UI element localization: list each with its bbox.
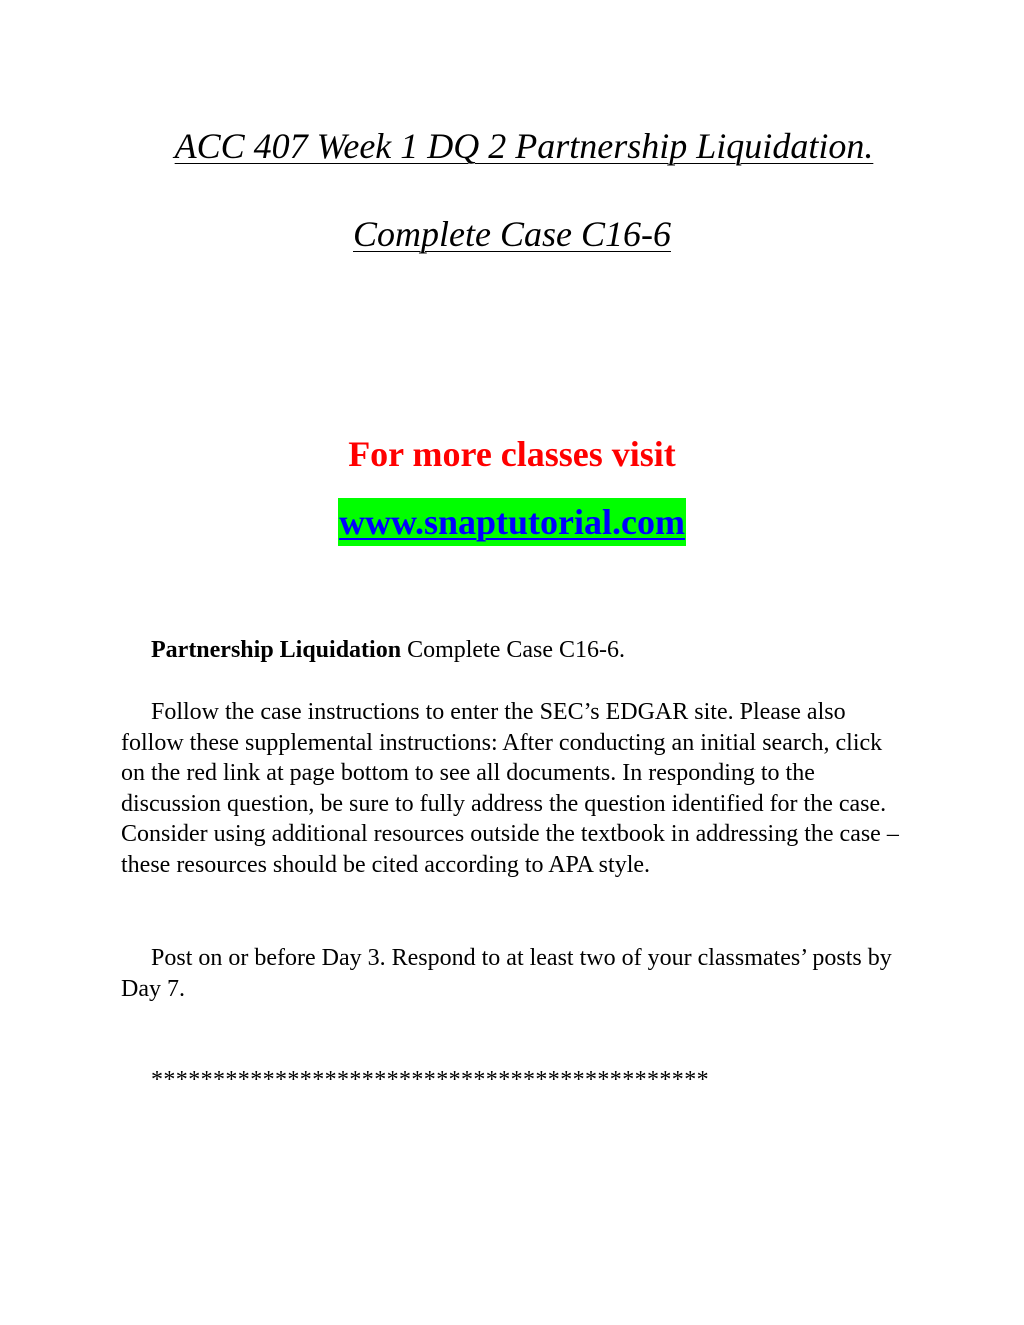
paragraph-posting: Post on or before Day 3. Respond to at least two of your classmates’ posts by Day 7. xyxy=(121,945,892,1002)
document-subtitle: Complete Case C16-6 xyxy=(353,214,671,254)
paragraph-intro xyxy=(121,635,911,666)
paragraph-intro-text: Complete Case C16-6. xyxy=(401,637,626,663)
promo-text: For more classes visit xyxy=(348,434,676,474)
document-title: ACC 407 Week 1 DQ 2 Partnership Liquidation. xyxy=(174,126,874,166)
asterisk-separator: ********************************************* xyxy=(151,1067,709,1093)
paragraph-instructions: Follow the case instructions to enter the SEC’s EDGAR site. Please also follow these supplemental instructions: After conducting an initial search, click on the red link at page bottom to see all documents. In responding to the discussion question, be sure to fully address the question identified for the case. Consider using additional resources outside the textbook in addressing the case – these resources should be cited according to APA style. xyxy=(121,699,899,878)
promo-link[interactable]: www.snaptutorial.com xyxy=(338,498,686,546)
promo-link-row xyxy=(0,498,1024,546)
paragraph-intro-lead: Partnership Liquidation xyxy=(151,637,402,663)
